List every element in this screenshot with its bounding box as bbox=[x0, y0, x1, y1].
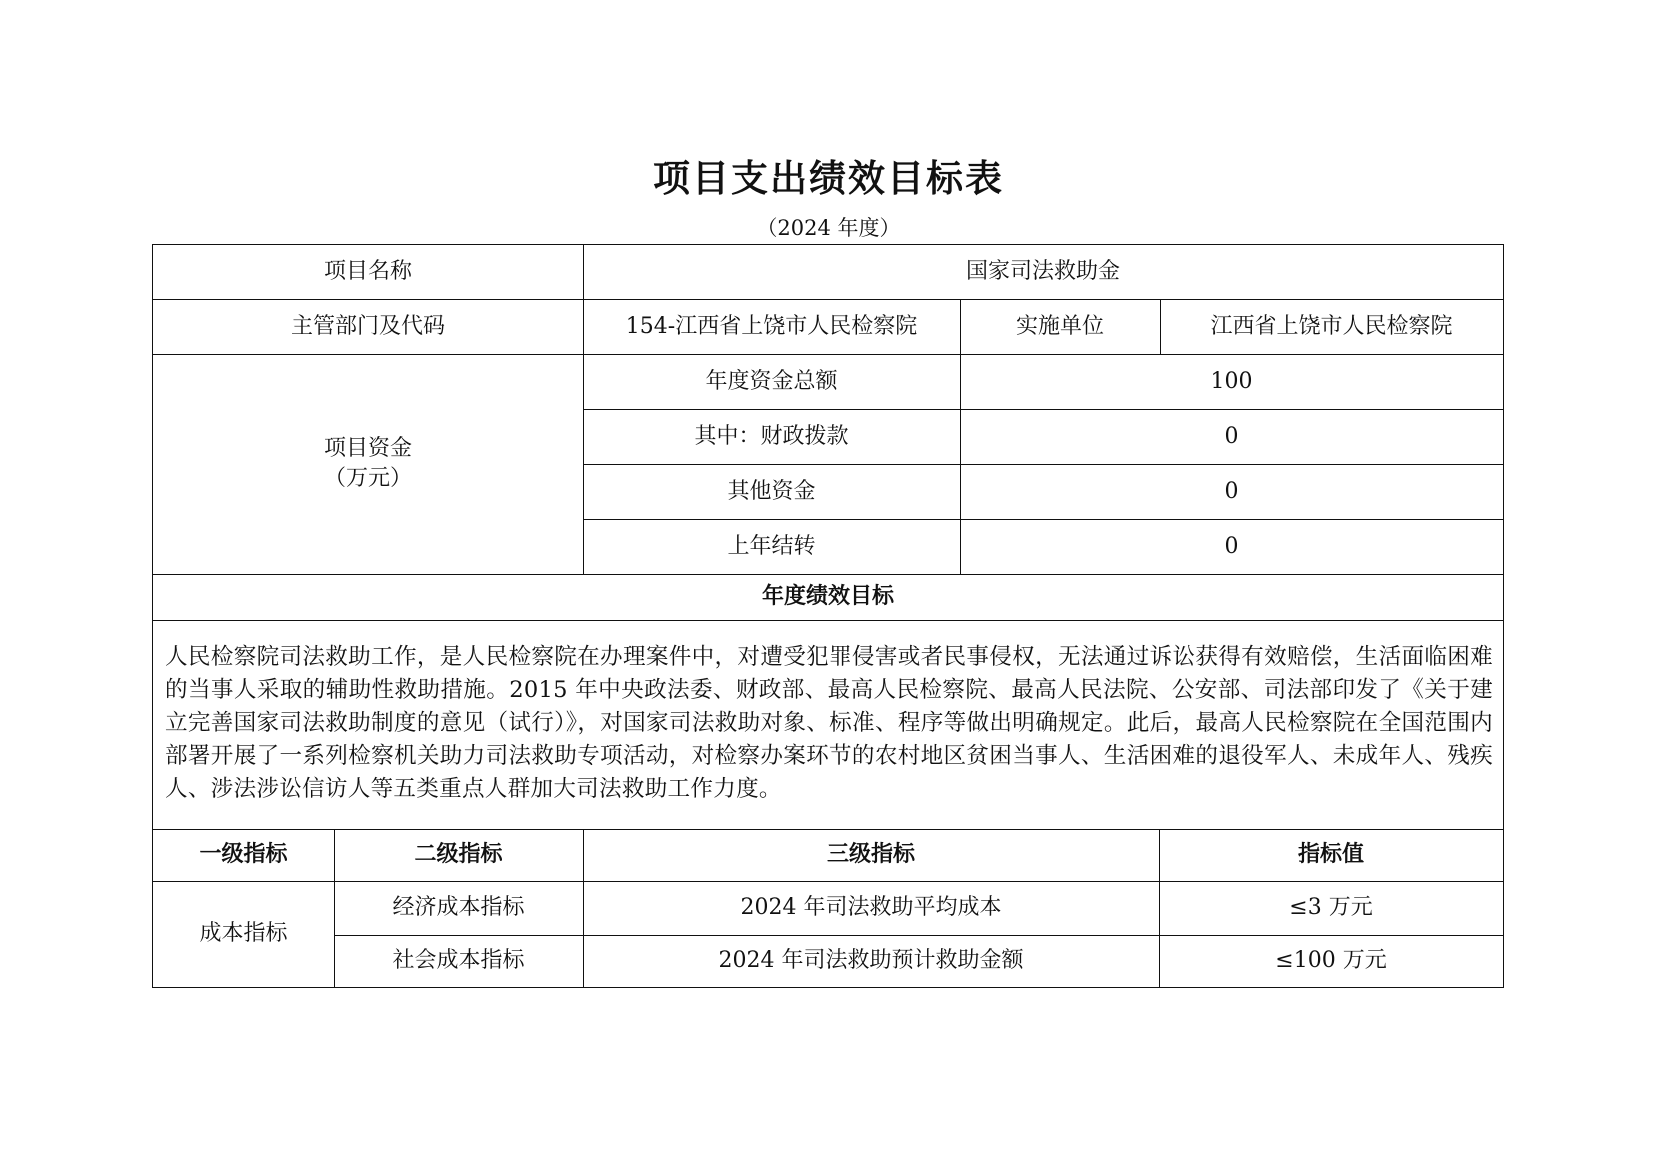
page-title: 项目支出绩效目标表 bbox=[653, 157, 1004, 200]
funds-row-label: 其中：财政拨款 bbox=[694, 423, 849, 449]
funds-row-value: 100 bbox=[1210, 368, 1253, 394]
funds-row-label: 上年结转 bbox=[727, 533, 816, 559]
impl-value: 江西省上饶市人民检察院 bbox=[1210, 313, 1453, 339]
goal-heading: 年度绩效目标 bbox=[761, 584, 894, 609]
indicator-value: ≤100 万元 bbox=[1275, 948, 1387, 973]
indicator-level2: 社会成本指标 bbox=[392, 948, 525, 973]
indicator-value: ≤3 万元 bbox=[1289, 895, 1373, 920]
indicator-header-level2: 二级指标 bbox=[414, 842, 503, 867]
funds-row-label: 年度资金总额 bbox=[705, 368, 838, 394]
funds-row-value: 0 bbox=[1224, 478, 1239, 504]
indicator-level3: 2024 年司法救助平均成本 bbox=[740, 895, 1002, 920]
dept-label: 主管部门及代码 bbox=[290, 313, 445, 339]
project-name-label: 项目名称 bbox=[323, 259, 412, 284]
project-name-value: 国家司法救助金 bbox=[965, 259, 1120, 284]
page-year: （2024 年度） bbox=[756, 216, 901, 240]
funds-label-line1: 项目资金 bbox=[323, 436, 412, 461]
funds-label-line2: （万元） bbox=[323, 466, 412, 491]
indicator-header-value: 指标值 bbox=[1297, 842, 1364, 867]
performance-table bbox=[152, 244, 1504, 988]
indicator-level3: 2024 年司法救助预计救助金额 bbox=[718, 948, 1024, 973]
funds-label bbox=[153, 354, 583, 574]
funds-row-value: 0 bbox=[1224, 423, 1239, 449]
indicator-level2: 经济成本指标 bbox=[392, 895, 525, 920]
dept-value: 154-江西省上饶市人民检察院 bbox=[625, 313, 918, 339]
indicator-level1: 成本指标 bbox=[199, 921, 288, 946]
funds-row-label: 其他资金 bbox=[727, 478, 816, 504]
indicator-header-level1: 一级指标 bbox=[199, 842, 288, 867]
indicator-header-level3: 三级指标 bbox=[826, 842, 915, 867]
goal-text: 人民检察院司法救助工作，是人民检察院在办理案件中，对遭受犯罪侵害或者民事侵权，无法通过诉讼获得有效赔偿，生活面临困难的当事人采取的辅助性救助措施。2015 年中央政法委、财政部、最高人民检察院、最高人民法院、公安部、司法部印发了《关于建立完善国家司法救助制度的意见（试行）》，对国家司法救助对象、标准、程序等做出明确规定。此后，最高人民检察院在全国范围内部署开展了一系列检察机关助力司法救助专项活动，对检察办案环节的农村地区贫困当事人、生活困难的退役军人、未成年人、残疾人、涉法涉讼信访人等五类重点人群加大司法救助工作力度。 bbox=[165, 644, 1493, 802]
impl-label: 实施单位 bbox=[1015, 313, 1104, 339]
funds-row-value: 0 bbox=[1224, 533, 1239, 559]
